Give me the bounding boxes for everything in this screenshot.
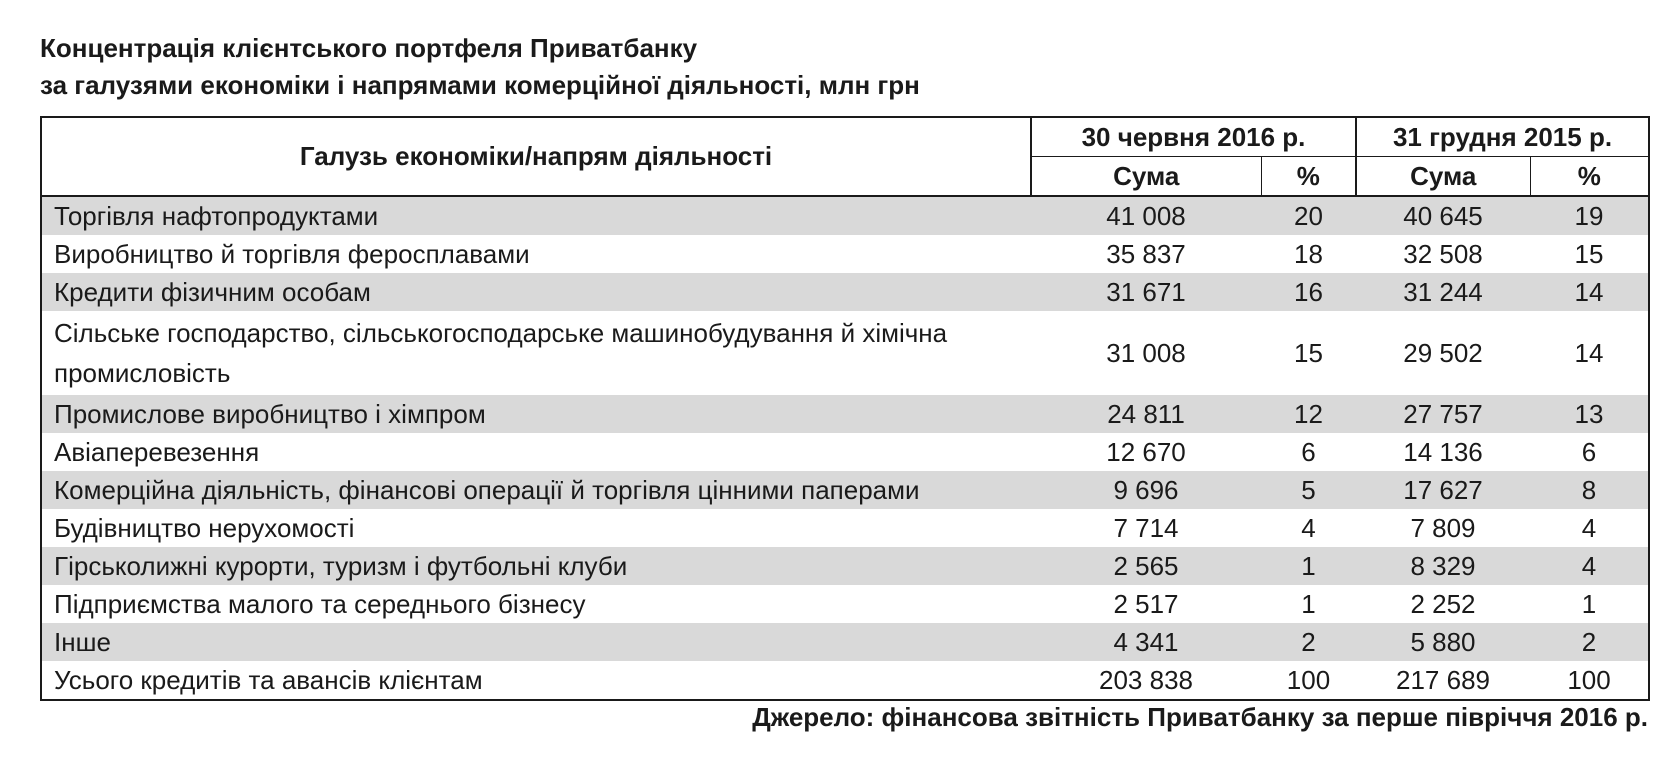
- row-sum-2016: 12 670: [1106, 437, 1186, 467]
- table-row: [41, 547, 1649, 585]
- row-pct-2015: 4: [1581, 513, 1597, 543]
- table-row: [41, 273, 1649, 311]
- table-row: [41, 471, 1649, 509]
- row-pct-2015: 2: [1530, 623, 1649, 661]
- table-row: [41, 585, 1649, 623]
- row-name: Усього кредитів та авансів клієнтам: [54, 665, 483, 695]
- row-pct-2016: 1: [1261, 547, 1356, 585]
- row-pct-2015: 15: [1574, 239, 1604, 269]
- row-pct-2016: 1: [1301, 589, 1316, 619]
- header-sum-1: Сума: [1031, 157, 1261, 197]
- row-sum-2015: 5 880: [1356, 623, 1530, 661]
- row-sum-2016: 41 008: [1031, 196, 1261, 235]
- row-sum-2016: 2 565: [1031, 547, 1261, 585]
- row-sum-2015: 7 809: [1410, 513, 1476, 543]
- row-sum-2015: 27 757: [1356, 395, 1530, 433]
- row-name: Промислове виробництво і хімпром: [41, 395, 1031, 433]
- row-pct-2016: 15: [1294, 338, 1323, 368]
- row-pct-2016: 20: [1261, 196, 1356, 235]
- row-pct-2016: 18: [1294, 239, 1323, 269]
- row-pct-2016: 100: [1286, 665, 1331, 695]
- row-sum-2015: 8 329: [1356, 547, 1530, 585]
- row-sum-2016: 7 714: [1113, 513, 1179, 543]
- row-pct-2015: 1: [1581, 589, 1597, 619]
- row-name: Будівництво нерухомості: [54, 513, 355, 543]
- row-name: Інше: [41, 623, 1031, 661]
- table-row: [41, 509, 1649, 547]
- row-pct-2015: 6: [1581, 437, 1597, 467]
- table-row: [41, 433, 1649, 471]
- row-pct-2016: 16: [1261, 273, 1356, 311]
- header-pct-2: %: [1530, 157, 1649, 197]
- row-pct-2016: 2: [1261, 623, 1356, 661]
- row-sum-2015: 40 645: [1356, 196, 1530, 235]
- row-sum-2016: 31 671: [1031, 273, 1261, 311]
- title-line-2: за галузями економіки і напрямами комерційної діяльності, млн грн: [40, 70, 920, 100]
- row-name: Авіаперевезення: [54, 437, 260, 467]
- row-sum-2015: 29 502: [1403, 338, 1483, 368]
- header-industry: Галузь економіки/напрям діяльності: [41, 117, 1031, 196]
- row-sum-2016: 24 811: [1031, 395, 1261, 433]
- row-name: Гірськолижні курорти, туризм і футбольні клуби: [41, 547, 1031, 585]
- row-sum-2016: 203 838: [1099, 665, 1193, 695]
- row-pct-2015: 100: [1567, 665, 1611, 695]
- table-row: [41, 395, 1649, 433]
- table-row-total: [41, 661, 1649, 700]
- row-pct-2016: 12: [1261, 395, 1356, 433]
- header-pct-1: %: [1261, 157, 1356, 197]
- row-pct-2016: 5: [1261, 471, 1356, 509]
- row-sum-2015: 217 689: [1396, 665, 1490, 695]
- header-period-1: 30 червня 2016 р.: [1031, 117, 1356, 157]
- header-row-top: [41, 117, 1649, 157]
- row-sum-2016: 9 696: [1031, 471, 1261, 509]
- table-row: [41, 235, 1649, 273]
- table-row: [41, 623, 1649, 661]
- row-name: Сільське господарство, сільськогосподарське машинобудування й хімічна промисловість: [54, 318, 948, 388]
- row-name: Комерційна діяльність, фінансові операції й торгівля цінними паперами: [41, 471, 1031, 509]
- row-sum-2015: 32 508: [1403, 239, 1483, 269]
- row-sum-2016: 31 008: [1106, 338, 1186, 368]
- header-sum-2: Сума: [1356, 157, 1530, 197]
- table-row: [41, 196, 1649, 235]
- row-pct-2015: 13: [1530, 395, 1649, 433]
- row-pct-2015: 19: [1530, 196, 1649, 235]
- table-title: [40, 30, 920, 104]
- source-note: Джерело: фінансова звітність Приватбанку за перше півріччя 2016 р.: [752, 702, 1648, 732]
- row-pct-2015: 4: [1530, 547, 1649, 585]
- row-name: Торгівля нафтопродуктами: [41, 196, 1031, 235]
- row-name: Підприємства малого та середнього бізнесу: [54, 589, 586, 619]
- row-pct-2015: 14: [1530, 273, 1649, 311]
- row-sum-2016: 4 341: [1031, 623, 1261, 661]
- row-sum-2016: 35 837: [1106, 239, 1186, 269]
- row-pct-2016: 6: [1301, 437, 1316, 467]
- row-pct-2015: 14: [1574, 338, 1604, 368]
- portfolio-table: [40, 116, 1650, 701]
- row-sum-2015: 31 244: [1356, 273, 1530, 311]
- row-pct-2015: 8: [1530, 471, 1649, 509]
- row-pct-2016: 4: [1301, 513, 1316, 543]
- row-sum-2015: 17 627: [1356, 471, 1530, 509]
- row-sum-2015: 2 252: [1410, 589, 1476, 619]
- title-line-1: Концентрація клієнтського портфеля Приватбанку: [40, 33, 698, 63]
- row-sum-2015: 14 136: [1403, 437, 1483, 467]
- table-row: [41, 311, 1649, 395]
- row-sum-2016: 2 517: [1113, 589, 1179, 619]
- header-period-2: 31 грудня 2015 р.: [1356, 117, 1649, 157]
- row-name: Виробництво й торгівля феросплавами: [54, 239, 530, 269]
- row-name: Кредити фізичним особам: [41, 273, 1031, 311]
